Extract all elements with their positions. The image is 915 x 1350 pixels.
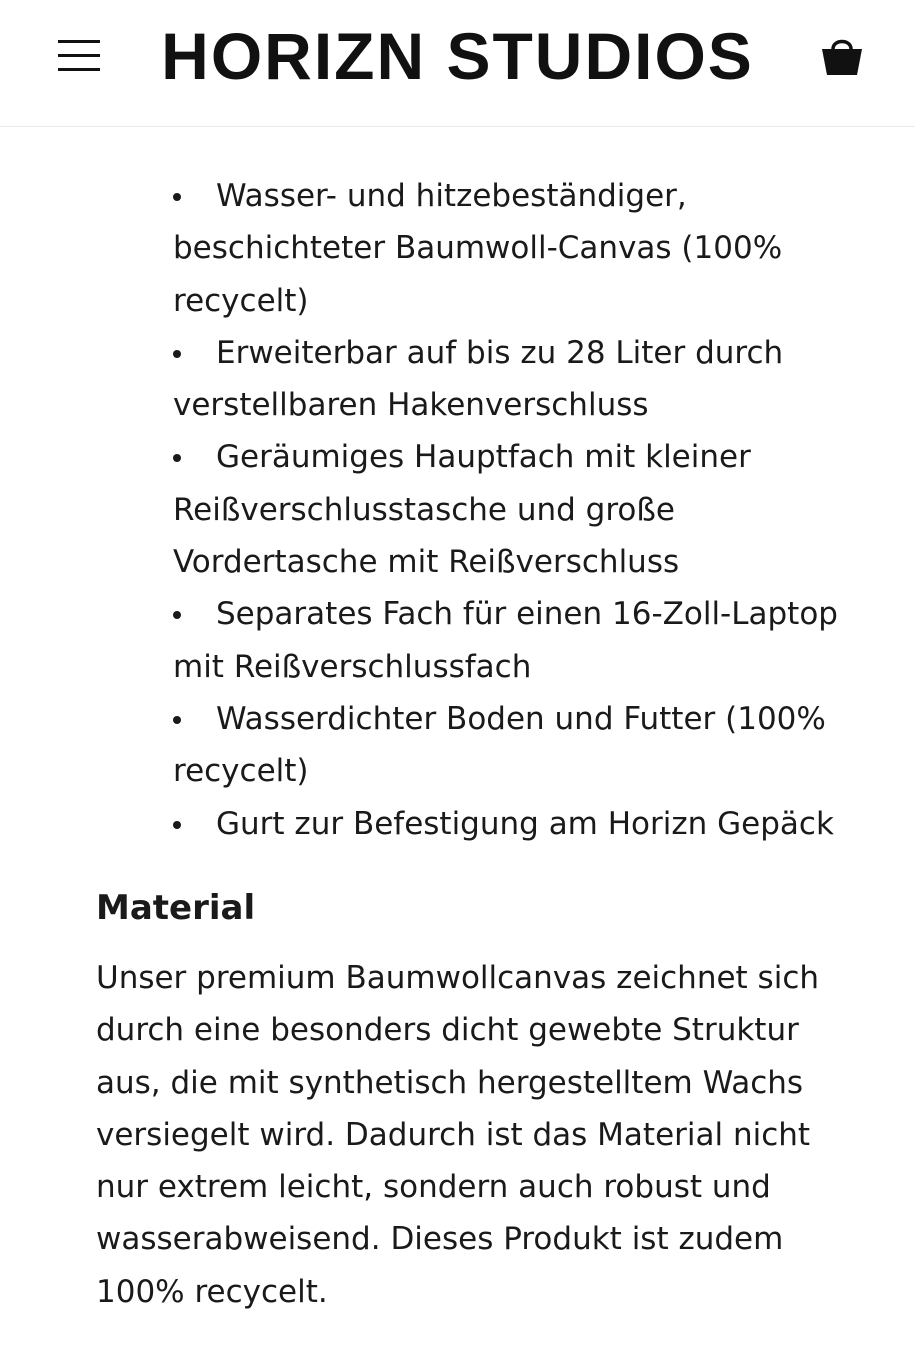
feature-text: Wasser- und hitzebeständiger, beschichteter Baumwoll-Canvas (100% recycelt)	[173, 178, 783, 319]
list-item	[173, 170, 873, 327]
site-header	[0, 0, 915, 127]
brand-logo[interactable]: HORIZN STUDIOS	[161, 19, 754, 93]
material-description: Unser premium Baumwollcanvas zeichnet sich durch eine besonders dicht gewebte Struktur aus, die mit synthetisch hergestelltem Wachs versiegelt wird. Dadurch ist das Material nicht nur extrem leicht, sondern auch robust und wasserabweisend. Dieses Produkt ist zudem 100% recycelt.	[96, 960, 820, 1310]
feature-text: Separates Fach für einen 16-Zoll-Laptop mit Reißverschlussfach	[173, 596, 838, 685]
feature-text: Wasserdichter Boden und Futter (100% recycelt)	[173, 700, 826, 790]
shopping-bag-icon[interactable]	[818, 32, 866, 80]
feature-text: Geräumiges Hauptfach mit kleiner Reißverschlusstasche und große Vordertasche mit Reißverschluss	[173, 439, 751, 581]
bullet-icon	[173, 821, 181, 829]
list-item	[173, 588, 873, 693]
bullet-icon	[173, 716, 181, 724]
list-item	[173, 693, 873, 798]
bullet-icon	[173, 350, 181, 358]
list-item	[173, 327, 873, 432]
bullet-icon	[173, 611, 181, 619]
bullet-icon	[173, 193, 181, 201]
bullet-icon	[173, 454, 181, 462]
feature-list	[173, 170, 873, 850]
feature-text: Gurt zur Befestigung am Horizn Gepäck	[216, 805, 834, 842]
material-heading: Material	[96, 888, 256, 928]
list-item	[173, 431, 873, 588]
feature-text: Erweiterbar auf bis zu 28 Liter durch verstellbaren Hakenverschluss	[173, 334, 784, 424]
list-item	[173, 798, 873, 850]
